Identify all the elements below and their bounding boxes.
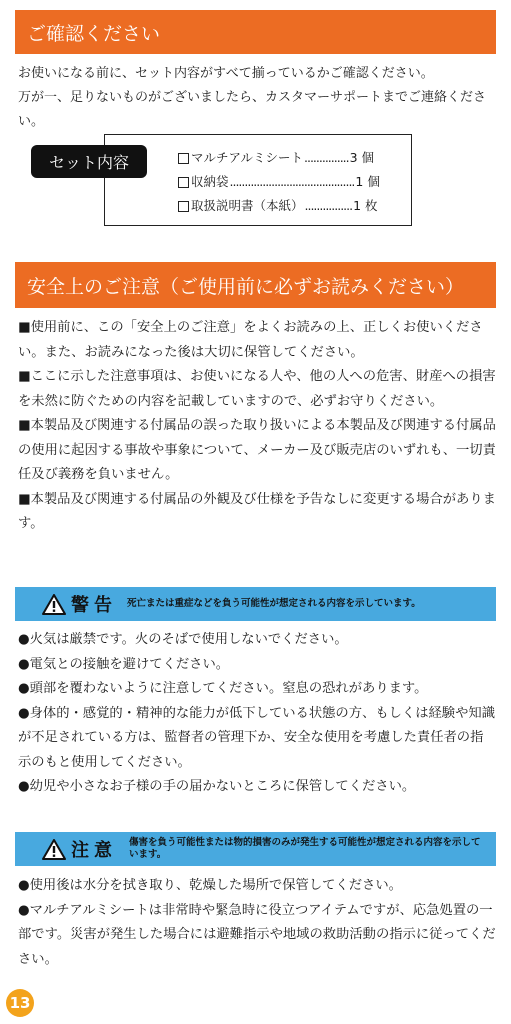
warning-item: ●電気との接触を避けてください。: [18, 656, 230, 672]
safety-paragraph: ■ここに示した注意事項は、お使いになる人や、他の人への危害、財産への損害を未然に防ぐための内容を記載していますので、必ずお守りください。: [18, 369, 496, 409]
warning-item: ●幼児や小さなお子様の手の届かないところに保管してください。: [18, 779, 416, 794]
checkbox-icon: [178, 201, 189, 212]
caution-item: ●マルチアルミシートは非常時や緊急時に役立つアイテムですが、応急処置の一部です。災害が発生した場合には避難指示や地域の救助活動の指示に従ってください。: [18, 902, 496, 967]
set-item-qty: 3 個: [349, 150, 375, 165]
warning-item: ●身体的・感覚的・精神的な能力が低下している状態の方、もしくは経験や知識が不足されている方は、監督者の管理下か、安全な使用を考慮した責任者の指示のもと使用してください。: [18, 705, 495, 770]
safety-title: 安全上のご注意（ご使用前に必ずお読みください）: [27, 275, 465, 298]
page-number: 13: [6, 989, 34, 1017]
confirm-intro: お使いになる前に、セット内容がすべて揃っているかご確認ください。 万が一、足りないものがございましたら、カスタマーサポートまでご連絡ください。: [18, 66, 487, 129]
warning-list: [18, 628, 496, 800]
warning-triangle-icon: [42, 839, 66, 860]
caution-description: 傷害を負う可能性または物的損害のみが発生する可能性が想定される内容を示しています。: [129, 837, 481, 860]
warning-band: [15, 587, 496, 621]
set-item-leader: ................: [304, 198, 353, 213]
caution-item: ●使用後は水分を拭き取り、乾燥した場所で保管してください。: [18, 878, 402, 893]
caution-band: [15, 832, 496, 866]
set-item: [178, 146, 380, 170]
safety-paragraph: ■本製品及び関連する付属品の誤った取り扱いによる本製品及び関連する付属品の使用に起因する事故や事象について、メーカー及び販売店のいずれも、一切責任及び義務を負いません。: [18, 418, 496, 482]
set-contents-label: セット内容: [31, 145, 147, 178]
set-item-qty: 1 枚: [353, 198, 378, 213]
checkbox-icon: [178, 177, 189, 188]
warning-item: ●火気は厳禁です。火のそばで使用しないでください。: [18, 632, 348, 647]
set-item-name: 取扱説明書（本紙）: [191, 198, 304, 213]
set-item-qty: 1 個: [355, 174, 380, 189]
warning-triangle-icon: [42, 594, 66, 615]
caution-list: [18, 874, 496, 972]
warning-description: 死亡または重症などを負う可能性が想定される内容を示しています。: [127, 598, 421, 609]
set-item-name: マルチアルミシート: [191, 150, 304, 165]
set-item-leader: ..........................................: [229, 174, 355, 189]
caution-title: 注意: [71, 840, 117, 861]
safety-paragraph: ■使用前に、この「安全上のご注意」をよくお読みの上、正しくお使いください。また、お読みになった後は大切に保管してください。: [18, 320, 483, 360]
safety-section-header: [15, 262, 496, 308]
warning-title: 警告: [71, 595, 117, 616]
checkbox-icon: [178, 153, 189, 164]
set-item-name: 収納袋: [191, 174, 229, 189]
confirm-section-header: [15, 10, 496, 54]
set-contents-list: [178, 146, 380, 218]
set-item: [178, 170, 380, 194]
set-item: [178, 194, 380, 218]
safety-paragraph: ■本製品及び関連する付属品の外観及び仕様を予告なしに変更する場合があります。: [18, 491, 496, 531]
warning-item: ●頭部を覆わないように注意してください。窒息の恐れがあります。: [18, 681, 428, 696]
confirm-title: ご確認ください: [27, 22, 161, 45]
safety-notes: [18, 316, 496, 537]
set-item-leader: ...............: [304, 150, 349, 165]
